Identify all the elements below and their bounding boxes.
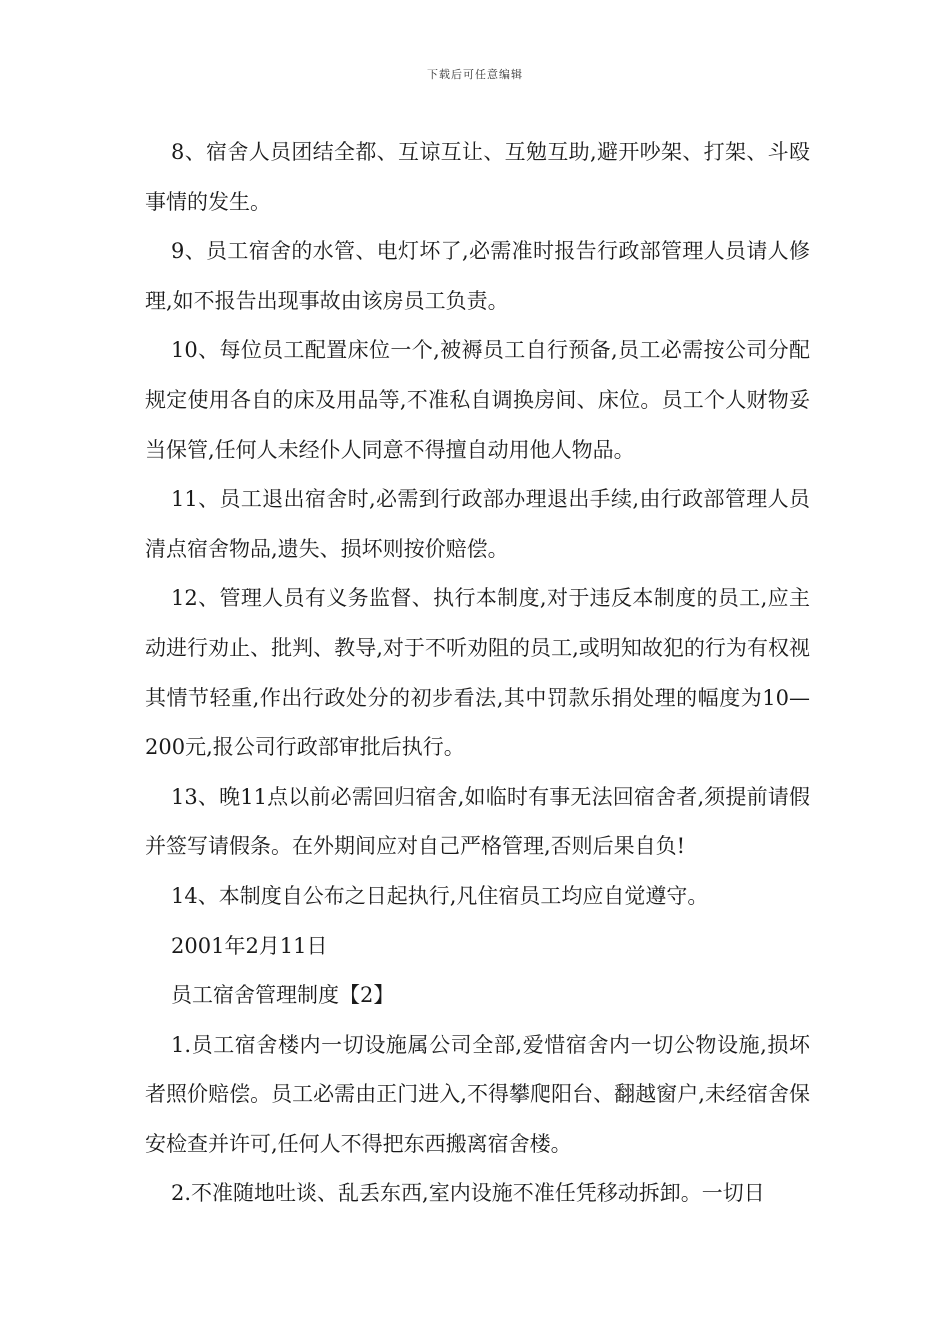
paragraph-rule-14: 14、本制度自公布之日起执行,凡住宿员工均应自觉遵守。 — [171, 883, 709, 908]
paragraph-rule-8: 8、宿舍人员团结全都、互谅互让、互勉互助,避开吵架、打架、斗殴事情的发生。 — [145, 140, 810, 214]
paragraph-rule-10: 10、每位员工配置床位一个,被褥员工自行预备,员工必需按公司分配规定使用各自的床及用品等,不准私自调换房间、床位。员工个人财物妥当保管,任何人未经仆人同意不得擅自动用他人物品。 — [145, 338, 810, 462]
paragraph-rule-12: 12、管理人员有义务监督、执行本制度,对于违反本制度的员工,应主动进行劝止、批判、教导,对于不听劝阻的员工,或明知故犯的行为有权视其情节轻重,作出行政处分的初步看法,其中罚款乐捐处理的幅度为10—200元,报公司行政部审批后执行。 — [145, 586, 810, 760]
document-body — [145, 128, 810, 1219]
paragraph-item-1: 1.员工宿舍楼内一切设施属公司全部,爱惜宿舍内一切公物设施,损坏者照价赔偿。员工必需由正门进入,不得攀爬阳台、翻越窗户,未经宿舍保安检查并许可,任何人不得把东西搬离宿舍楼。 — [145, 1032, 810, 1156]
paragraph-item-2: 2.不准随地吐谈、乱丢东西,室内设施不准任凭移动拆卸。一切日 — [171, 1181, 765, 1206]
page-header: 下载后可任意编辑 — [427, 68, 523, 81]
paragraph-date: 2001年2月11日 — [171, 933, 328, 958]
paragraph-rule-11: 11、员工退出宿舍时,必需到行政部办理退出手续,由行政部管理人员清点宿舍物品,遗失、损坏则按价赔偿。 — [145, 487, 810, 561]
paragraph-rule-13: 13、晚11点以前必需回归宿舍,如临时有事无法回宿舍者,须提前请假并签写请假条。在外期间应对自己严格管理,否则后果自负! — [145, 784, 810, 859]
paragraph-rule-9: 9、员工宿舍的水管、电灯坏了,必需准时报告行政部管理人员请人修理,如不报告出现事故由该房员工负责。 — [145, 239, 810, 313]
section-heading: 员工宿舍管理制度【2】 — [171, 983, 395, 1008]
